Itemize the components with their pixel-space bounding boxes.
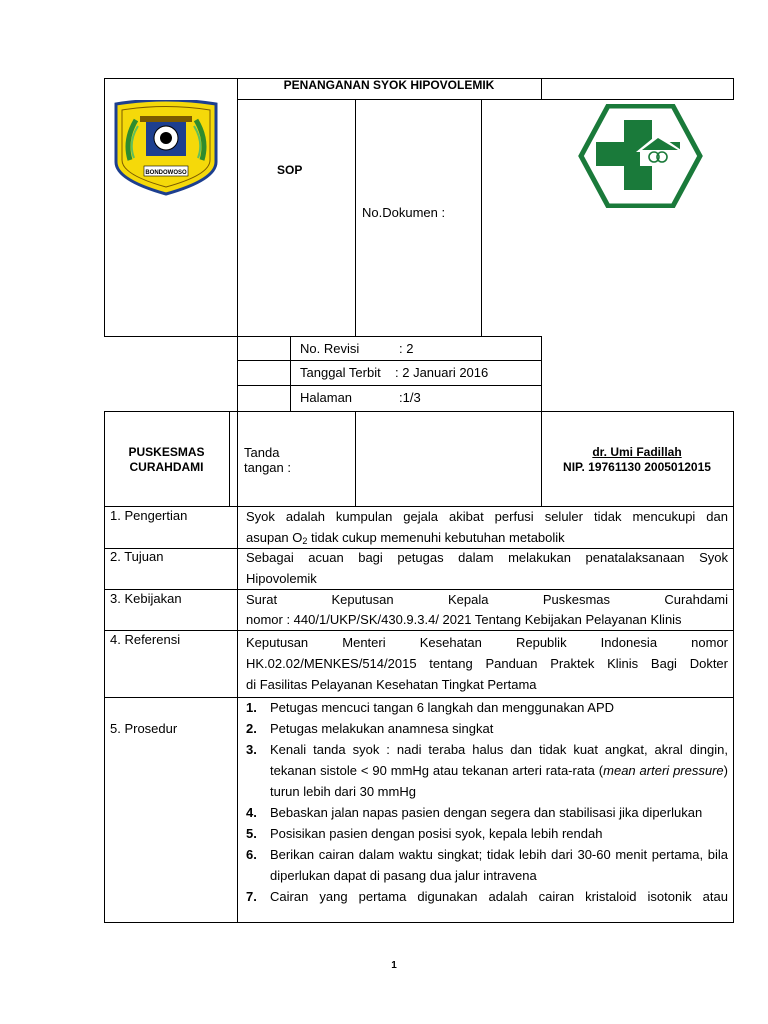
- row-kebijakan-bottom: [104, 630, 734, 631]
- referensi-line2: HK.02.02/MENKES/514/2015 tentang Panduan Praktek Klinis Bagi Dokter: [246, 656, 728, 671]
- prosedur-item-text: Cairan yang pertama digunakan adalah cairan kristaloid isotonik atau: [270, 889, 728, 904]
- tanda-tangan-line1: Tanda: [244, 445, 280, 460]
- content-right-border: [733, 506, 734, 923]
- content-bottom-border: [104, 922, 734, 923]
- tanggal-terbit-value: : 2 Januari 2016: [395, 365, 489, 380]
- revisi-row1-bottom: [237, 360, 542, 361]
- prosedur-item-text: Petugas mencuci tangan 6 langkah dan menggunakan APD: [270, 700, 615, 715]
- prosedur-item-3-pre: Kenali tanda syok : nadi teraba halus dan tidak kuat angkat, akral dingin, tekanan sistole < 90 mmHg atau tekanan arteri rata-rata (: [270, 742, 728, 778]
- no-dokumen-label: No.Dokumen :: [362, 205, 446, 220]
- prosedur-item-6: [246, 844, 728, 886]
- prosedur-item-3-italic: mean arteri pressure: [603, 763, 724, 778]
- kebijakan-line2: nomor : 440/1/UKP/SK/430.9.3.4/ 2021 Tentang Kebijakan Pelayanan Klinis: [246, 612, 682, 627]
- sign-div3: [355, 411, 356, 507]
- prosedur-item-4: [246, 802, 728, 823]
- pengertian-line2-pre: asupan O: [246, 530, 303, 545]
- prosedur-list: [246, 697, 728, 907]
- header-logo-divider: [237, 78, 238, 337]
- prosedur-item-3: [246, 739, 728, 802]
- no-revisi-label: No. Revisi: [300, 341, 360, 356]
- tanggal-terbit-label: Tanggal Terbit: [300, 365, 381, 380]
- pengertian-label: 1. Pengertian: [110, 508, 188, 523]
- revisi-left-border: [237, 336, 238, 412]
- prosedur-item-num: 5.: [246, 826, 257, 841]
- puskesmas-logo: [578, 104, 703, 208]
- prosedur-label: 5. Prosedur: [110, 721, 178, 736]
- prosedur-item-num: 7.: [246, 889, 257, 904]
- tujuan-line1: Sebagai acuan bagi petugas dalam melakukan penatalaksanaan Syok: [246, 550, 728, 565]
- header-right-border: [733, 78, 734, 100]
- header-left-border: [104, 78, 105, 337]
- puskesmas-name-line1: PUSKESMAS: [128, 445, 205, 459]
- prosedur-item-2: [246, 718, 728, 739]
- prosedur-item-num: 6.: [246, 847, 257, 862]
- puskesmas-name-line2: CURAHDAMI: [129, 460, 204, 474]
- crest-text: BONDOWOSO: [145, 170, 187, 176]
- doctor-name: dr. Umi Fadillah: [592, 445, 682, 459]
- header-sop-divider: [355, 99, 356, 337]
- halaman-label: Halaman: [300, 390, 353, 405]
- prosedur-item-text: Posisikan pasien dengan posisi syok, kepala lebih rendah: [270, 826, 603, 841]
- tujuan-label: 2. Tujuan: [110, 549, 164, 564]
- revisi-mid-border: [290, 336, 291, 412]
- sign-right-border: [733, 411, 734, 507]
- tujuan-line2: Hipovolemik: [246, 571, 317, 586]
- prosedur-item-3-post: ) turun lebih dari 30 mmHg: [270, 763, 728, 799]
- content-left-border: [104, 506, 105, 923]
- referensi-line1: Keputusan Menteri Kesehatan Republik Indonesia nomor: [246, 635, 728, 650]
- referensi-line3: di Fasilitas Pelayanan Kesehatan Tingkat Pertama: [246, 677, 537, 692]
- content-label-divider: [237, 506, 238, 923]
- pengertian-line2-post: tidak cukup memenuhi kebutuhan metabolik: [307, 530, 565, 545]
- sop-label: SOP: [277, 163, 303, 177]
- pengertian-line1: Syok adalah kumpulan gejala akibat perfusi seluler tidak mencukupi dan: [246, 509, 728, 524]
- tanda-tangan-line2: tangan :: [244, 460, 291, 475]
- regency-crest-logo: [110, 100, 222, 196]
- header-nodok-divider: [481, 99, 482, 337]
- prosedur-item-5: [246, 823, 728, 844]
- prosedur-item-num: 3.: [246, 742, 257, 757]
- kebijakan-line1: Surat Keputusan Kepala Puskesmas Curahdami: [246, 592, 728, 607]
- doctor-nip: NIP. 19761130 2005012015: [563, 460, 711, 474]
- prosedur-item-num: 1.: [246, 700, 257, 715]
- no-revisi-value: : 2: [399, 341, 414, 356]
- prosedur-item-text: [270, 739, 728, 802]
- revisi-right-border: [541, 336, 542, 412]
- sign-top-border: [104, 411, 734, 412]
- prosedur-item-text: Bebaskan jalan napas pasien dengan segera dan stabilisasi jika diperlukan: [270, 805, 703, 820]
- header-title-bottom-border: [237, 99, 734, 100]
- prosedur-item-num: 2.: [246, 721, 257, 736]
- prosedur-item-text: Petugas melakukan anamnesa singkat: [270, 721, 494, 736]
- pengertian-line2-sub: 2: [302, 536, 308, 546]
- sign-div1: [229, 411, 230, 507]
- prosedur-item-1: [246, 697, 728, 718]
- prosedur-item-text: Berikan cairan dalam waktu singkat; tidak lebih dari 30-60 menit pertama, bila diperlukan dapat di pasang dua jalur intravena: [270, 847, 728, 883]
- sign-div2: [237, 411, 238, 507]
- page-number: 1: [391, 960, 397, 971]
- halaman-value: :1/3: [399, 390, 421, 405]
- referensi-label: 4. Referensi: [110, 632, 181, 647]
- header-title-right-border: [541, 78, 542, 100]
- prosedur-item-7: [246, 886, 728, 907]
- prosedur-item-num: 4.: [246, 805, 257, 820]
- revisi-row2-bottom: [237, 385, 542, 386]
- document-title: PENANGANAN SYOK HIPOVOLEMIK: [283, 78, 495, 92]
- kebijakan-label: 3. Kebijakan: [110, 591, 182, 606]
- header-bottom-border: [104, 336, 542, 337]
